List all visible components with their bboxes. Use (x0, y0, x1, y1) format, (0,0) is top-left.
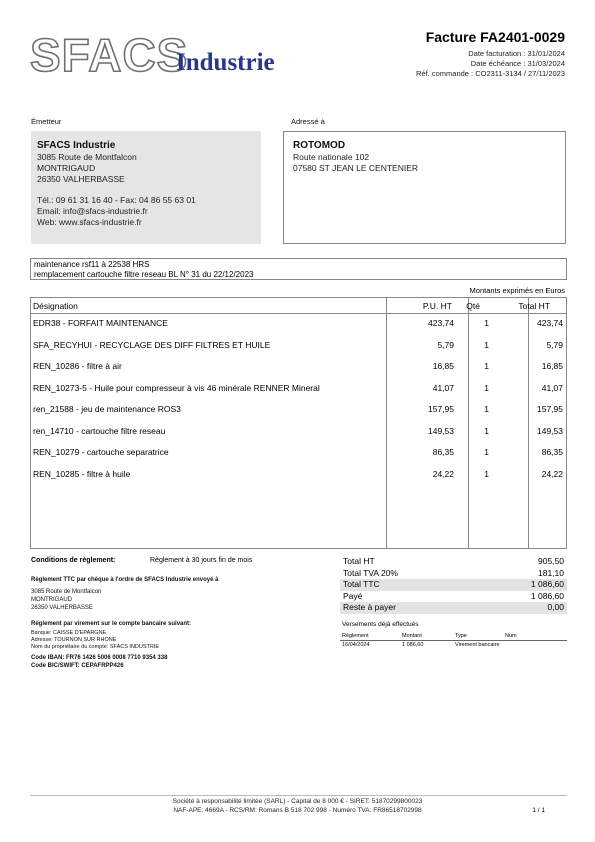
payments-header-amount: Montant (402, 633, 422, 639)
payments-header-type: Type (455, 633, 467, 639)
recipient-address-2: 07580 ST JEAN LE CENTENIER (293, 163, 419, 173)
table-row (31, 379, 566, 400)
emitter-phone-fax: Tél.: 09 61 31 16 40 - Fax: 04 86 55 63 01 (37, 195, 196, 205)
item-designation: REN_10273-5 - Huile pour compresseur à vis 46 minérale RENNER Mineral (33, 382, 320, 393)
payments-header-date: Règlement (342, 633, 369, 639)
item-designation: ren_21588 - jeu de maintenance ROS3 (33, 404, 181, 414)
recipient-address-1: Route nationale 102 (293, 152, 370, 162)
item-unit-price: 5,79 (437, 339, 454, 350)
item-designation: REN_10285 - filtre à huile (33, 468, 131, 479)
item-qty: 1 (484, 425, 489, 436)
cheque-address (31, 588, 101, 612)
cheque-address-2: MONTRIGAUD (31, 597, 72, 603)
totals-value: 1 086,60 (530, 579, 564, 589)
emitter-website[interactable]: Web: www.sfacs-industrie.fr (37, 217, 142, 227)
header-qty: Qté (466, 301, 480, 311)
totals-row (340, 591, 567, 603)
item-unit-price: 149,53 (428, 425, 454, 436)
table-row (31, 422, 566, 443)
totals-block (340, 556, 567, 614)
totals-row (340, 556, 567, 568)
payment-date: 16/04/2024 (342, 642, 370, 648)
cheque-address-1: 3085 Route de Montfalcon (31, 589, 102, 595)
item-designation: SFA_RECYHUI - RECYCLAGE DES DIFF FILTRES ET HUILE (33, 339, 271, 350)
item-unit-price: 423,74 (428, 318, 454, 328)
totals-row (340, 568, 567, 580)
transfer-address: Adresse: TOURNON SUR RHONE (31, 637, 117, 643)
item-total: 157,95 (537, 404, 563, 414)
totals-label: Total TTC (343, 579, 380, 589)
transfer-bank: Banque: CAISSE D'EPARGNE (31, 630, 107, 636)
recipient-name: ROTOMOD (293, 140, 346, 151)
emitter-address-3: 26350 VALHERBASSE (37, 174, 125, 184)
transfer-bic: Code BIC/SWIFT: CEPAFRPP426 (31, 663, 124, 669)
totals-label: Payé (343, 590, 363, 601)
table-row (31, 443, 566, 464)
note-line-2: remplacement cartouche filtre reseau BL N° 31 du 22/12/2023 (34, 270, 254, 279)
item-designation: EDR38 - FORFAIT MAINTENANCE (33, 318, 168, 328)
table-row (31, 314, 566, 335)
item-total: 41,07 (541, 382, 563, 393)
emitter-email[interactable]: Email: info@sfacs-industrie.fr (37, 206, 148, 216)
payment-type: Virement bancaire (455, 642, 500, 648)
transfer-owner: Nom du propriétaire du compte: SFACS INDUSTRIE (31, 644, 160, 650)
totals-label: Reste à payer (343, 602, 396, 612)
order-reference: Réf. commande : CO2311-3134 / 27/11/2023 (416, 69, 565, 78)
item-total: 16,85 (541, 361, 563, 371)
table-row (31, 357, 566, 378)
item-unit-price: 157,95 (428, 404, 454, 414)
cheque-title: Règlement TTC par chèque à l'ordre de SFACS Industrie envoyé à (31, 577, 219, 583)
table-row (31, 400, 566, 421)
footer-legal-2: NAF-APE: 4669A - RCS/RM: Romans B 518 702 998 - Numéro TVA: FR86518702998 (173, 807, 422, 814)
footer-legal-1: Société à responsabilité limitée (SARL) - Capital de 8 000 € - SIRET: 51870299800023 (172, 798, 423, 805)
item-qty: 1 (484, 447, 489, 457)
payments-table (340, 632, 567, 650)
payments-header-num: Num (505, 633, 517, 639)
item-unit-price: 16,85 (432, 361, 454, 371)
totals-value: 1 086,60 (530, 590, 564, 601)
item-total: 149,53 (537, 425, 563, 436)
recipient-box (283, 131, 566, 244)
totals-label: Total TVA 20% (343, 567, 398, 578)
totals-value: 181,10 (538, 567, 564, 578)
item-total: 86,35 (541, 447, 563, 457)
note-line-1: maintenance rsf11 à 22538 HRS (34, 260, 150, 269)
emitter-label: Émetteur (31, 117, 62, 126)
totals-value: 905,50 (538, 556, 564, 566)
invoice-title: Facture FA2401-0029 (425, 29, 565, 45)
transfer-title: Règlement par virement sur le compte bancaire suivant: (31, 621, 192, 627)
recipient-label: Adressé à (291, 117, 325, 126)
footer-divider (30, 795, 567, 796)
item-unit-price: 86,35 (432, 447, 454, 457)
item-total: 423,74 (537, 318, 563, 328)
invoice-note (30, 258, 567, 280)
transfer-iban: Code IBAN: FR76 1426 5006 0008 7710 9354 338 (31, 655, 168, 661)
emitter-address-2: MONTRIGAUD (37, 163, 96, 173)
table-row (31, 465, 566, 486)
items-header-row (31, 298, 566, 314)
company-logo (30, 29, 290, 82)
totals-row (340, 579, 567, 591)
invoice-date: Date facturation : 31/01/2024 (468, 49, 565, 58)
transfer-details (31, 630, 159, 651)
payment-row (340, 641, 567, 650)
item-qty: 1 (484, 468, 489, 479)
payments-title: Versements déjà effectués (342, 621, 419, 628)
header-designation: Désignation (33, 301, 78, 311)
header-unit-price: P.U. HT (422, 301, 452, 311)
item-qty: 1 (484, 339, 489, 350)
item-qty: 1 (484, 382, 489, 393)
item-total: 5,79 (546, 339, 563, 350)
header-total: Total HT (518, 301, 550, 311)
item-designation: REN_10279 - cartouche separatrice (33, 447, 169, 457)
item-qty: 1 (484, 404, 489, 414)
item-designation: ren_14710 - cartouche filtre reseau (33, 425, 166, 436)
logo-sfacs-text: SFACS (30, 29, 189, 81)
page-number: 1 / 1 (532, 807, 545, 814)
transfer-codes (31, 654, 167, 670)
logo-industrie-text: Industrie (176, 49, 275, 76)
totals-row (340, 602, 567, 614)
item-unit-price: 41,07 (432, 382, 454, 393)
item-qty: 1 (484, 361, 489, 371)
payment-amount: 1 086,60 (402, 642, 424, 648)
emitter-address-1: 3085 Route de Montfalcon (37, 152, 137, 162)
totals-value: 0,00 (547, 602, 564, 612)
cheque-address-3: 26350 VALHERBASSE (31, 605, 93, 611)
emitter-name: SFACS Industrie (37, 140, 116, 151)
emitter-box (31, 131, 261, 244)
payments-header-row (340, 632, 567, 641)
item-total: 24,22 (541, 468, 563, 479)
totals-label: Total HT (343, 556, 375, 566)
payment-terms-value: Règlement à 30 jours fin de mois (150, 557, 253, 564)
currency-note: Montants exprimés en Euros (469, 286, 565, 295)
item-unit-price: 24,22 (432, 468, 454, 479)
item-qty: 1 (484, 318, 489, 328)
items-table (30, 297, 567, 549)
payment-terms-label: Conditions de règlement: (31, 557, 116, 564)
due-date: Date échéance : 31/03/2024 (470, 59, 565, 68)
item-designation: REN_10286 - filtre à air (33, 361, 122, 371)
table-row (31, 336, 566, 357)
